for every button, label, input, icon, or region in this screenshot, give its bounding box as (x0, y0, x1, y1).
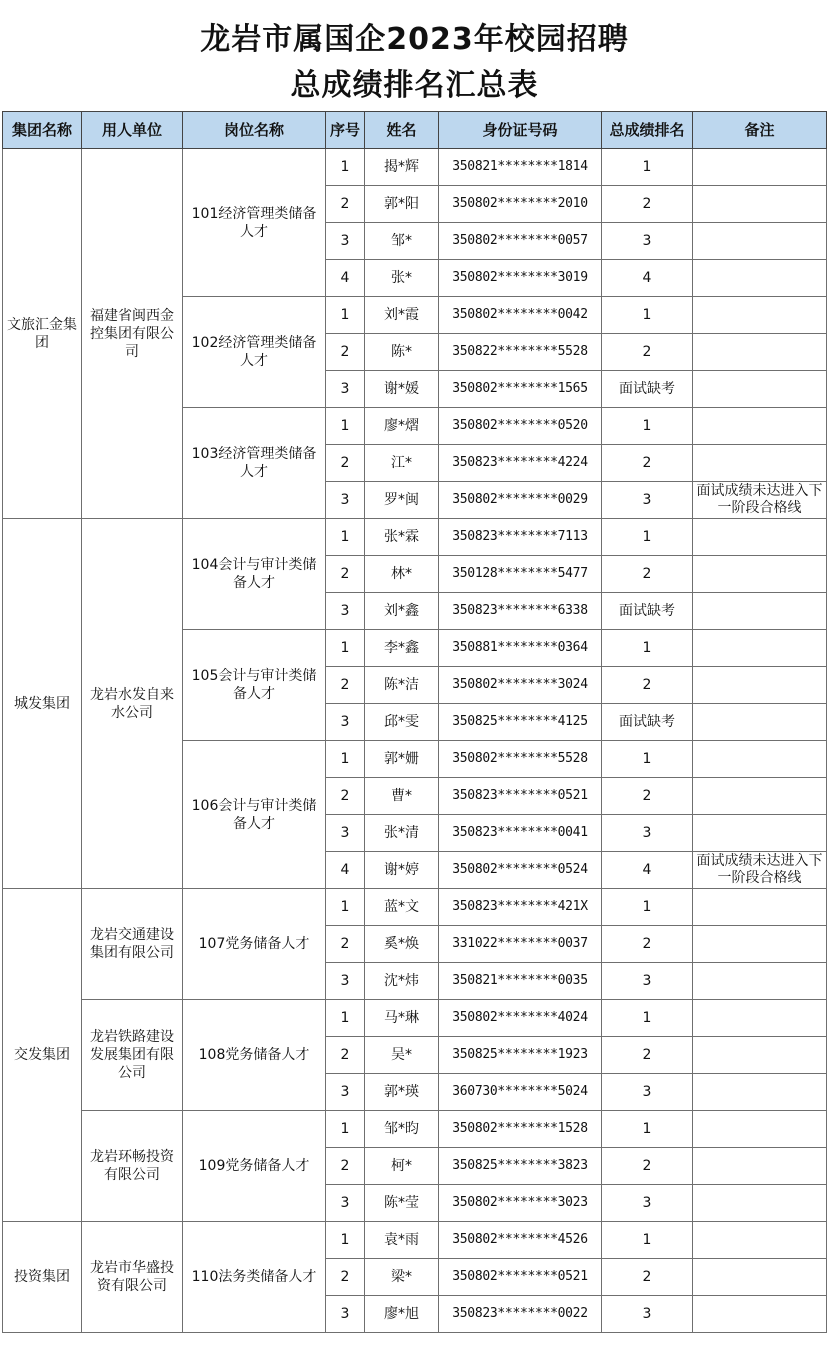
rank-cell: 3 (602, 1185, 693, 1222)
id-number-cell: 350822********5528 (439, 334, 602, 371)
note-cell (693, 778, 827, 815)
id-number-cell: 350825********3823 (439, 1148, 602, 1185)
note-cell (693, 593, 827, 630)
id-number-cell: 350802********0042 (439, 297, 602, 334)
rank-cell: 1 (602, 408, 693, 445)
row-number-cell: 3 (326, 371, 365, 408)
position-name-cell: 104会计与审计类储备人才 (183, 519, 326, 630)
rank-cell: 1 (602, 630, 693, 667)
row-number-cell: 3 (326, 223, 365, 260)
rank-cell: 1 (602, 1222, 693, 1259)
note-cell (693, 926, 827, 963)
id-number-cell: 350802********3024 (439, 667, 602, 704)
rank-cell: 3 (602, 1296, 693, 1333)
rank-cell: 1 (602, 1000, 693, 1037)
id-number-cell: 350802********0521 (439, 1259, 602, 1296)
id-number-cell: 350823********6338 (439, 593, 602, 630)
rank-cell: 2 (602, 1259, 693, 1296)
table-body (3, 149, 827, 1333)
note-cell (693, 149, 827, 186)
id-number-cell: 360730********5024 (439, 1074, 602, 1111)
position-name-cell: 107党务储备人才 (183, 889, 326, 1000)
id-number-cell: 350802********2010 (439, 186, 602, 223)
unit-name-cell: 龙岩环畅投资有限公司 (82, 1111, 183, 1222)
row-number-cell: 2 (326, 667, 365, 704)
row-number-cell: 3 (326, 1296, 365, 1333)
row-number-cell: 1 (326, 1000, 365, 1037)
row-number-cell: 1 (326, 149, 365, 186)
unit-name-cell: 龙岩交通建设集团有限公司 (82, 889, 183, 1000)
note-cell: 面试成绩未达进入下一阶段合格线 (693, 482, 827, 519)
row-number-cell: 1 (326, 297, 365, 334)
candidate-name-cell: 刘*鑫 (365, 593, 439, 630)
group-name-cell: 文旅汇金集团 (3, 149, 82, 519)
note-cell (693, 889, 827, 926)
rank-cell: 3 (602, 482, 693, 519)
header-unit: 用人单位 (82, 112, 183, 149)
candidate-name-cell: 张*霖 (365, 519, 439, 556)
candidate-name-cell: 罗*闽 (365, 482, 439, 519)
rank-cell: 1 (602, 741, 693, 778)
id-number-cell: 350823********7113 (439, 519, 602, 556)
id-number-cell: 350823********421X (439, 889, 602, 926)
candidate-name-cell: 马*琳 (365, 1000, 439, 1037)
group-name-cell: 城发集团 (3, 519, 82, 889)
note-cell (693, 519, 827, 556)
id-number-cell: 350802********0520 (439, 408, 602, 445)
candidate-name-cell: 揭*辉 (365, 149, 439, 186)
row-number-cell: 4 (326, 260, 365, 297)
group-name-cell: 投资集团 (3, 1222, 82, 1333)
rank-cell: 4 (602, 260, 693, 297)
rank-cell: 3 (602, 815, 693, 852)
table-row (3, 889, 827, 926)
note-cell (693, 963, 827, 1000)
rank-cell: 面试缺考 (602, 593, 693, 630)
rank-cell: 2 (602, 186, 693, 223)
note-cell (693, 1148, 827, 1185)
row-number-cell: 2 (326, 1037, 365, 1074)
note-cell (693, 815, 827, 852)
rank-cell: 2 (602, 334, 693, 371)
id-number-cell: 350802********4526 (439, 1222, 602, 1259)
id-number-cell: 350821********0035 (439, 963, 602, 1000)
candidate-name-cell: 江* (365, 445, 439, 482)
id-number-cell: 350881********0364 (439, 630, 602, 667)
position-name-cell: 105会计与审计类储备人才 (183, 630, 326, 741)
row-number-cell: 3 (326, 963, 365, 1000)
row-number-cell: 2 (326, 334, 365, 371)
note-cell (693, 334, 827, 371)
id-number-cell: 350823********0521 (439, 778, 602, 815)
rank-cell: 2 (602, 778, 693, 815)
id-number-cell: 350802********3019 (439, 260, 602, 297)
rank-cell: 2 (602, 667, 693, 704)
id-number-cell: 350802********4024 (439, 1000, 602, 1037)
candidate-name-cell: 蓝*文 (365, 889, 439, 926)
position-name-cell: 101经济管理类储备人才 (183, 149, 326, 297)
table-row (3, 149, 827, 186)
header-position: 岗位名称 (183, 112, 326, 149)
id-number-cell: 331022********0037 (439, 926, 602, 963)
rank-cell: 1 (602, 297, 693, 334)
row-number-cell: 1 (326, 1222, 365, 1259)
candidate-name-cell: 张*清 (365, 815, 439, 852)
note-cell (693, 1222, 827, 1259)
candidate-name-cell: 李*鑫 (365, 630, 439, 667)
position-name-cell: 106会计与审计类储备人才 (183, 741, 326, 889)
note-cell (693, 297, 827, 334)
note-cell (693, 223, 827, 260)
row-number-cell: 1 (326, 408, 365, 445)
candidate-name-cell: 廖*熠 (365, 408, 439, 445)
rank-cell: 2 (602, 556, 693, 593)
rank-cell: 2 (602, 1037, 693, 1074)
row-number-cell: 1 (326, 519, 365, 556)
candidate-name-cell: 谢*婷 (365, 852, 439, 889)
unit-name-cell: 龙岩市华盛投资有限公司 (82, 1222, 183, 1333)
row-number-cell: 3 (326, 704, 365, 741)
row-number-cell: 1 (326, 630, 365, 667)
row-number-cell: 2 (326, 778, 365, 815)
page-subtitle: 总成绩排名汇总表 (290, 68, 539, 103)
row-number-cell: 2 (326, 445, 365, 482)
candidate-name-cell: 陈* (365, 334, 439, 371)
rank-cell: 1 (602, 149, 693, 186)
row-number-cell: 3 (326, 1074, 365, 1111)
id-number-cell: 350823********0041 (439, 815, 602, 852)
note-cell (693, 1259, 827, 1296)
note-cell (693, 667, 827, 704)
position-name-cell: 108党务储备人才 (183, 1000, 326, 1111)
candidate-name-cell: 邹* (365, 223, 439, 260)
header-id: 身份证号码 (439, 112, 602, 149)
row-number-cell: 3 (326, 815, 365, 852)
id-number-cell: 350802********1565 (439, 371, 602, 408)
id-number-cell: 350802********3023 (439, 1185, 602, 1222)
note-cell (693, 1037, 827, 1074)
header-rank: 总成绩排名 (602, 112, 693, 149)
header-group: 集团名称 (3, 112, 82, 149)
candidate-name-cell: 谢*媛 (365, 371, 439, 408)
note-cell (693, 1000, 827, 1037)
row-number-cell: 1 (326, 889, 365, 926)
row-number-cell: 3 (326, 1185, 365, 1222)
rank-cell: 2 (602, 445, 693, 482)
note-cell (693, 704, 827, 741)
candidate-name-cell: 陈*莹 (365, 1185, 439, 1222)
rank-cell: 1 (602, 889, 693, 926)
id-number-cell: 350802********0057 (439, 223, 602, 260)
row-number-cell: 2 (326, 186, 365, 223)
note-cell (693, 371, 827, 408)
id-number-cell: 350802********1528 (439, 1111, 602, 1148)
candidate-name-cell: 陈*洁 (365, 667, 439, 704)
unit-name-cell: 福建省闽西金控集团有限公司 (82, 149, 183, 519)
table-row (3, 1111, 827, 1148)
table-row (3, 1222, 827, 1259)
candidate-name-cell: 柯* (365, 1148, 439, 1185)
row-number-cell: 4 (326, 852, 365, 889)
id-number-cell: 350823********0022 (439, 1296, 602, 1333)
candidate-name-cell: 邱*雯 (365, 704, 439, 741)
ranking-table (2, 111, 827, 1333)
position-name-cell: 102经济管理类储备人才 (183, 297, 326, 408)
group-name-cell: 交发集团 (3, 889, 82, 1222)
note-cell (693, 1185, 827, 1222)
rank-cell: 2 (602, 926, 693, 963)
rank-cell: 1 (602, 519, 693, 556)
note-cell (693, 445, 827, 482)
unit-name-cell: 龙岩铁路建设发展集团有限公司 (82, 1000, 183, 1111)
id-number-cell: 350802********0029 (439, 482, 602, 519)
row-number-cell: 3 (326, 482, 365, 519)
rank-cell: 面试缺考 (602, 704, 693, 741)
rank-cell: 3 (602, 963, 693, 1000)
candidate-name-cell: 奚*焕 (365, 926, 439, 963)
candidate-name-cell: 袁*雨 (365, 1222, 439, 1259)
row-number-cell: 3 (326, 593, 365, 630)
candidate-name-cell: 廖*旭 (365, 1296, 439, 1333)
rank-cell: 3 (602, 223, 693, 260)
row-number-cell: 2 (326, 1259, 365, 1296)
table-row (3, 519, 827, 556)
position-name-cell: 109党务储备人才 (183, 1111, 326, 1222)
note-cell (693, 1111, 827, 1148)
candidate-name-cell: 刘*霞 (365, 297, 439, 334)
id-number-cell: 350823********4224 (439, 445, 602, 482)
rank-cell: 3 (602, 1074, 693, 1111)
id-number-cell: 350802********5528 (439, 741, 602, 778)
note-cell (693, 408, 827, 445)
table-header-row (3, 112, 827, 149)
row-number-cell: 2 (326, 926, 365, 963)
note-cell: 面试成绩未达进入下一阶段合格线 (693, 852, 827, 889)
position-name-cell: 110法务类储备人才 (183, 1222, 326, 1333)
candidate-name-cell: 张* (365, 260, 439, 297)
rank-cell: 4 (602, 852, 693, 889)
row-number-cell: 1 (326, 741, 365, 778)
position-name-cell: 103经济管理类储备人才 (183, 408, 326, 519)
candidate-name-cell: 吴* (365, 1037, 439, 1074)
unit-name-cell: 龙岩水发自来水公司 (82, 519, 183, 889)
rank-cell: 2 (602, 1148, 693, 1185)
header-no: 序号 (326, 112, 365, 149)
note-cell (693, 1074, 827, 1111)
note-cell (693, 186, 827, 223)
note-cell (693, 556, 827, 593)
candidate-name-cell: 梁* (365, 1259, 439, 1296)
note-cell (693, 741, 827, 778)
page-title: 龙岩市属国企2023年校园招聘 (200, 22, 629, 57)
note-cell (693, 1296, 827, 1333)
id-number-cell: 350802********0524 (439, 852, 602, 889)
header-note: 备注 (693, 112, 827, 149)
header-name: 姓名 (365, 112, 439, 149)
row-number-cell: 1 (326, 1111, 365, 1148)
candidate-name-cell: 郭*姗 (365, 741, 439, 778)
note-cell (693, 630, 827, 667)
candidate-name-cell: 郭*阳 (365, 186, 439, 223)
candidate-name-cell: 沈*炜 (365, 963, 439, 1000)
candidate-name-cell: 曹* (365, 778, 439, 815)
id-number-cell: 350825********4125 (439, 704, 602, 741)
rank-cell: 1 (602, 1111, 693, 1148)
id-number-cell: 350128********5477 (439, 556, 602, 593)
table-row (3, 1000, 827, 1037)
rank-cell: 面试缺考 (602, 371, 693, 408)
candidate-name-cell: 邹*昀 (365, 1111, 439, 1148)
id-number-cell: 350825********1923 (439, 1037, 602, 1074)
candidate-name-cell: 郭*瑛 (365, 1074, 439, 1111)
row-number-cell: 2 (326, 1148, 365, 1185)
id-number-cell: 350821********1814 (439, 149, 602, 186)
row-number-cell: 2 (326, 556, 365, 593)
candidate-name-cell: 林* (365, 556, 439, 593)
note-cell (693, 260, 827, 297)
